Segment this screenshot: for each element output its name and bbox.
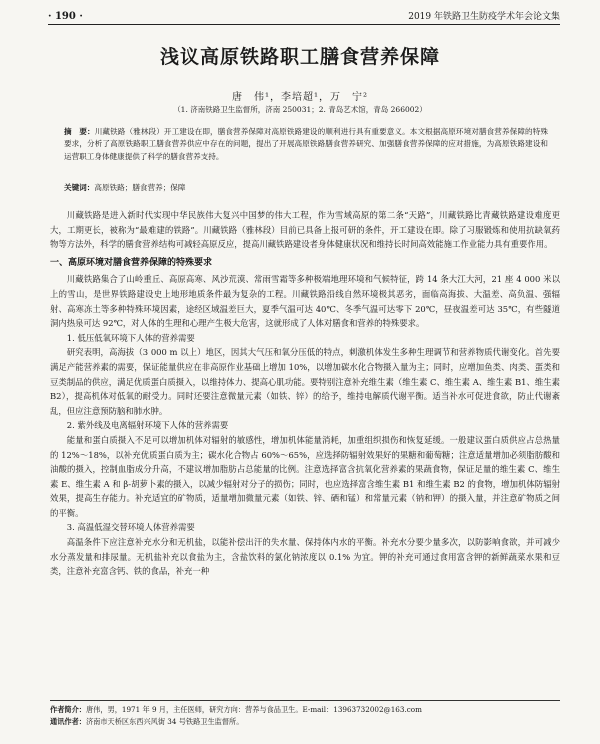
article-body — [50, 208, 560, 579]
keywords-label: 关键词： — [64, 183, 95, 192]
section-1-heading: 一、高原环境对膳食营养保障的特殊要求 — [50, 257, 213, 268]
running-head — [48, 6, 560, 25]
author-affiliation: （1. 济南铁路卫生监督所，济南 250031；2. 青岛艺术馆，青岛 266002） — [173, 105, 427, 114]
author-bio-text: 唐伟，男，1971 年 9 月，主任医师，研究方向：营养与食品卫生。E-mail：13963732002@163.com — [85, 705, 422, 714]
page-number: · 190 · — [48, 11, 83, 22]
subsection-2-paragraph: 能量和蛋白质摄入不足可以增加机体对辐射的敏感性，增加机体能量消耗，加重组织损伤和恢复延缓。一般建议蛋白质供应占总热量的 12%～18%，以补充优质蛋白质为主；碳水化合物占 60%～65%，应选择防辐射效果好的果糖和葡萄糖；注意适量增加必须脂肪酸和油酸的摄入，控制血脂成分升高，不建议增加脂肪占总能量的比例。注意选择富含抗氧化营养素的果蔬食物，保证足量的维生素 C、维生素 E、维生素 A 和 β-胡萝卜素的摄入，以减少辐射对分子的损伤；同时，也应选择富含维生素 B1 和维生素 B2 的食物，增加机体防辐射效果，提高生存能力。补充适宜的矿物质，适量增加微量元素（如铁、锌、硒和锰）和常量元素（钠和钾）的摄入量，并注意矿物质之间的平衡。 — [50, 434, 560, 518]
corresponding-address — [50, 716, 560, 728]
subsection-3-heading: 3. 高温低湿交替环境人体营养需要 — [66, 522, 195, 533]
subsection-2-heading: 2. 紫外线及电离辐射环境下人体的营养需要 — [66, 420, 229, 431]
paper-title: 浅议高原铁路职工膳食营养保障 — [159, 46, 440, 68]
subsection-1-heading: 1. 低压低氧环境下人体的营养需要 — [66, 332, 195, 343]
abstract — [64, 126, 548, 163]
subsection-1-paragraph: 研究表明，高海拔（3 000 m 以上）地区，因其大气压和氧分压低的特点，刺激机体发生多种生理调节和营养物质代谢变化。首先要满足产能营养素的需要，保证能量供应在非高原作业基础上增加 10%，以增加碳水化合物摄入量为主；同时，应增加鱼类、肉类、蛋类和豆类制品的供应，满足优质蛋白质摄入，以维持体力、提高心肌功能。要特别注意补充维生素（维生素 C、维生素 A、维生素 B1、维生素 B2），提高机体对低氧的耐受力。同时还要注意微量元素（如铁、锌）的给予，维持电解质代谢平衡。适当补水可促进食欲，防止代谢紊乱，但应注意预防脑和肺水肿。 — [50, 347, 560, 416]
author-bio — [50, 704, 560, 716]
journal-name: 2019 年铁路卫生防疫学术年会论文集 — [408, 12, 560, 22]
footnote — [50, 700, 560, 728]
abstract-label: 摘 要： — [64, 127, 95, 136]
intro-paragraph: 川藏铁路是进入新时代实现中华民族伟大复兴中国梦的伟大工程，作为雪域高原的第二条“天路”，川藏铁路比青藏铁路建设难度更大，工期更长，被称为“最难建的铁路”。川藏铁路（雅林段）目前已具备上报可研的条件，开工建设在即。除了习服锻炼和使用抗缺氧药物等方法外，科学的膳食营养结构可减轻高原反应，提高川藏铁路建设者身体健康状况和维持长时间高效能施工作业能力具有重要作用。 — [50, 210, 560, 250]
author-list: 唐 伟¹，李培超¹，万 宁² — [231, 92, 369, 103]
subsection-3-paragraph: 高温条件下应注意补充水分和无机盐，以能补偿出汗的失水量、保持体内水的平衡。补充水分要少量多次，以防影响食欲，并可减少水分蒸发量和排尿量。无机盐补充以食盐为主，含盐饮料的氯化钠浓度以 0.1% 为宜。钾的补充可通过食用富含钾的新鲜蔬菜水果和豆类，注意补充富含钙、铁的食品，补充一种 — [50, 537, 560, 577]
section-1-paragraph: 川藏铁路集合了山岭重丘、高原高寒、风沙荒漠、常雨雪霜等多种极端地理环境和气候特征，跨 14 条大江大河，21 座 4 000 米以上的雪山，是世界铁路建设史上地形地质条件最为复杂的工程。川藏铁路沿线自然环境极其恶劣，面临高海拔、大温差、高负温、强辐射、高寒冻土等多种特殊环境因素，途经区域温差巨大，夏季气温可达 40℃、冬季气温可达零下 20℃，昼夜温差可达 35℃，有些隧道洞内热泉可达 92℃，对人体的生理和心理产生极大危害，这就形成了人体对膳食和营养的特殊要求。 — [50, 274, 560, 329]
keywords — [64, 182, 548, 194]
keywords-text: 高原铁路；膳食营养；保障 — [94, 183, 186, 192]
author-bio-label: 作者简介： — [50, 705, 86, 714]
corresponding-label: 通讯作者： — [50, 717, 86, 726]
abstract-text: 川藏铁路（雅林段）开工建设在即，膳食营养保障对高原铁路建设的顺利进行具有重要意义。本文根据高原环境对膳食营养保障的特殊要求，分析了高原铁路职工膳食营养供应中存在的问题，提出了开展高原铁路膳食营养研究、加强膳食营养保障的应对措施，为高原铁路建设和运营职工身体健康提供了科学的膳食营养支持。 — [64, 127, 549, 161]
corresponding-text: 济南市天桥区东西兴风街 34 号铁路卫生监督所。 — [85, 717, 244, 726]
